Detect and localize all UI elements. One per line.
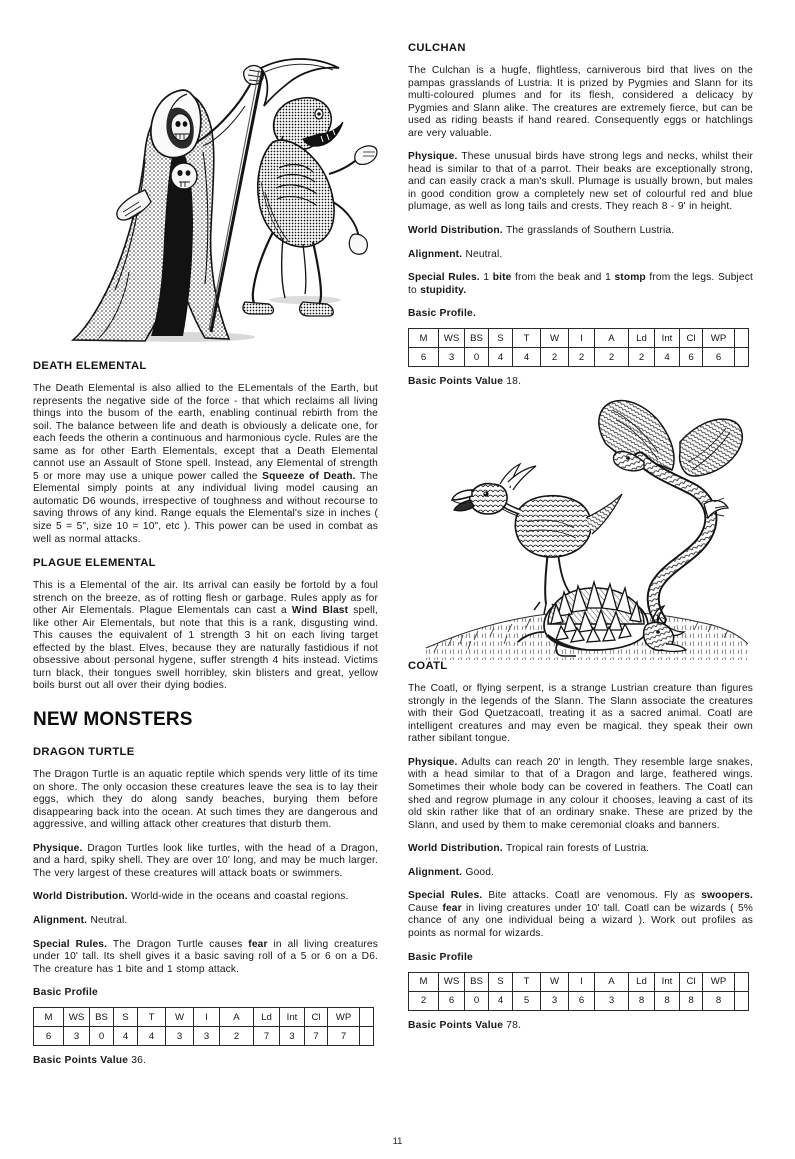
stat-cell: I [569, 972, 595, 991]
stat-cell: 7 [254, 1027, 280, 1046]
paragraph-coatl-world-distribution: World Distribution. Tropical rain forests of Lustria. [408, 843, 650, 855]
stat-cell-blank [735, 991, 749, 1010]
stat-cell: Ld [629, 972, 655, 991]
stat-cell: 6 [569, 991, 595, 1010]
stat-cell: M [409, 972, 439, 991]
stat-cell: A [220, 1008, 254, 1027]
stat-cell: WP [328, 1008, 360, 1027]
right-column [408, 42, 753, 1042]
stat-cell: 3 [64, 1027, 90, 1046]
stat-cell-blank [360, 1027, 374, 1046]
paragraph-culchan-intro: The Culchan is a hugfe, flightless, carniverous bird that lives on the pampas grasslands of Lustria. It is prized by Pygmies and Slann for its multi-coloured plumes and for its flesh, considered a delicacy by Pygmies and Slann alike. The creatures are extremely fierce, but can be used as riding beasts if hand reared. Consequently eggs or hatchlings are very valuable. [408, 65, 753, 139]
coatl-points-value [408, 1020, 753, 1031]
stat-cell: 6 [439, 991, 465, 1010]
culchan-coatl-dragonturtle-illustration [408, 398, 753, 660]
stat-cell: S [114, 1008, 138, 1027]
stat-cell: 8 [703, 991, 735, 1010]
stat-cell-blank [360, 1008, 374, 1027]
stat-cell: 0 [90, 1027, 114, 1046]
stat-cell: 7 [328, 1027, 360, 1046]
paragraph-culchan-world-distribution: World Distribution. The grasslands of Southern Lustria. [408, 225, 675, 237]
stat-cell: S [489, 972, 513, 991]
stat-cell: WS [64, 1008, 90, 1027]
stat-cell: 8 [655, 991, 680, 1010]
stat-cell-blank [735, 972, 749, 991]
stat-cell: 2 [629, 348, 655, 367]
heading-coatl: COATL [408, 660, 448, 673]
heading-plague-elemental: PLAGUE ELEMENTAL [33, 557, 156, 570]
stat-cell: M [34, 1008, 64, 1027]
stat-cell: Cl [680, 329, 703, 348]
stat-cell: 7 [305, 1027, 328, 1046]
stat-cell: WP [703, 972, 735, 991]
stat-cell: WS [439, 972, 465, 991]
label-coatl-basic-profile: Basic Profile [408, 951, 473, 963]
stat-cell: W [541, 972, 569, 991]
paragraph-coatl-alignment: Alignment. Good. [408, 866, 495, 878]
stat-cell: W [166, 1008, 194, 1027]
stat-cell: 5 [513, 991, 541, 1010]
stat-table-body [409, 329, 749, 367]
paragraph-death-elemental: The Death Elemental is also allied to the ELementals of the Earth, but represents the negative side of the force - that which reclaims all living things into the busom of the earth, enabling continual rebirth from the soil. The balance between life and death is obviously a delicate one, for each feeds the otherin a continuous and harmonious cycle. Rules are the same as for other Earth Elementals, except that a Death Elemental cannot use an Assault of Stone spell. Instead, any Elemental of strength 5 or more may use a unique power called the Squeeze of Death. The Elemental simply points at any individual living model causing an automatic D6 wounds, irrespective of toughness and without recourse to saving throws of any kind. Range equals the Elemental's size in inches ( size 5 = 5", size 10 = 10", etc ). This power can be used in combat as well as normal attacks. [33, 383, 379, 545]
stat-cell: M [409, 329, 439, 348]
paragraph-culchan-special-rules: Special Rules. 1 bite from the beak and 1 stomp from the legs. Subject to stupidity. [408, 272, 753, 296]
stat-cell-blank [735, 348, 749, 367]
stat-cell: 3 [595, 991, 629, 1010]
stat-cell: 2 [541, 348, 569, 367]
heading-culchan: CULCHAN [408, 42, 466, 54]
stat-cell: 4 [138, 1027, 166, 1046]
stat-cell: Int [280, 1008, 305, 1027]
stat-cell: 6 [703, 348, 735, 367]
heading-dragon-turtle: DRAGON TURTLE [33, 746, 135, 759]
paragraph-dragon-turtle-physique: Physique. Dragon Turtles look like turtles, with the head of a Dragon, and a hard, spiky shell. They are over 10' long, and may be much larger. The very largest of these creatures will attack boats or swimmers. [33, 842, 378, 879]
stat-cell: I [194, 1008, 220, 1027]
stat-cell: 6 [409, 348, 439, 367]
paragraph-coatl-physique: Physique. Adults can reach 20' in length. They resemble large snakes, with a head similar to that of a Dragon and large, feathered wings. Sometimes their whole body can be covered in feathers. The Coatl can shed and regrow plumage in any colour it chooses, leaving a cast of its old skin rather like that of an ordinary snake. These are prized by the Slann, and used by them to make ceremonial cloaks and banners. [408, 756, 753, 831]
stat-cell: W [541, 329, 569, 348]
stat-cell: 3 [541, 991, 569, 1010]
stat-cell: 2 [595, 348, 629, 367]
paragraph-coatl-intro: The Coatl, or flying serpent, is a strange Lustrian creature than figures strongly in the legends of the Slann. The Slann associate the creatures with their God Quetzacoatl, treating it as a sacred animal. Coatl are intelligent creatures and may even be magical. they speak their own rather sibilant tongue. [408, 683, 753, 745]
stat-cell: 8 [680, 991, 703, 1010]
stat-cell: Cl [680, 972, 703, 991]
stat-cell: A [595, 972, 629, 991]
paragraph-plague-elemental: This is a Elemental of the air. Its arrival can easily be fortold by a foul strench on the breeze, as of rotting flesh or garbage. Rules apply as for other Air Elementals. Plague Elementals can cast a Wind Blast spell, like other Air Elementals, but note that this is a rank, disgusting wind. This causes the equivalent of 1 strength 3 hit on each living target effected by the blast. Elves, because they are naturally fastidious if not obsessive about personal hygene, suffer strength 4 hits instead. Victims turn black, their tongues swell horribley, skin blisters and great, yellow boils burst out all over their dying bodies. [33, 580, 378, 692]
stat-cell: 4 [114, 1027, 138, 1046]
paragraph-culchan-alignment: Alignment. Neutral. [408, 248, 503, 260]
stat-cell: 4 [489, 991, 513, 1010]
points-number: 78. [506, 1019, 522, 1031]
stat-cell: BS [465, 972, 489, 991]
stat-cell: WS [439, 329, 465, 348]
stat-cell: WP [703, 329, 735, 348]
paragraph-dragon-turtle-special-rules: Special Rules. The Dragon Turtle causes fear in all living creatures under 10' tall. Its shell gives it a basic saving roll of a 5 or 6 on a D6. The creature has 1 bite and 1 stomp attack. [33, 938, 378, 975]
culchan-points-value [408, 376, 753, 387]
stat-cell: 4 [513, 348, 541, 367]
stat-table-coatl [408, 972, 749, 1011]
stat-cell: 2 [220, 1027, 254, 1046]
points-number: 36. [131, 1055, 147, 1067]
table-row-headers [409, 972, 749, 991]
stat-cell: 3 [439, 348, 465, 367]
stat-cell: Ld [629, 329, 655, 348]
paragraph-dragon-turtle-intro: The Dragon Turtle is an aquatic reptile which spends very little of its time on shore. The only occasion these creatures leave the sea is to lay their eggs, which they do along sandy beaches, burying them before disappearing back into the ocean. At such times they are dangerous and aggressive, and willing attack other creatures that disturb them. [33, 769, 378, 831]
stat-cell: Int [655, 972, 680, 991]
heading-death-elemental: DEATH ELEMENTAL [33, 360, 147, 372]
points-number: 18. [506, 376, 522, 388]
stat-cell: BS [465, 329, 489, 348]
stat-cell: 0 [465, 991, 489, 1010]
stat-cell: Ld [254, 1008, 280, 1027]
stat-cell: 3 [280, 1027, 305, 1046]
points-label: Basic Points Value [408, 1019, 504, 1031]
page-number: 11 [392, 1136, 403, 1147]
label-culchan-basic-profile: Basic Profile. [408, 308, 477, 320]
stat-cell: 3 [194, 1027, 220, 1046]
paragraph-dragon-turtle-alignment: Alignment. Neutral. [33, 914, 128, 926]
stat-cell: 6 [680, 348, 703, 367]
table-row-values [409, 991, 749, 1010]
stat-cell: 0 [465, 348, 489, 367]
stat-table-body [34, 1008, 374, 1046]
paragraph-coatl-special-rules: Special Rules. Bite attacks. Coatl are venomous. Fly as swoopers. Cause fear in living creatures under 10' tall. Coatl can be wizards ( 5% chance of any one individual being a wizard ). Work out profiles as points as normal for wizards. [408, 890, 753, 939]
paragraph-culchan-physique: Physique. These unusual birds have strong legs and necks, whilst their head is similar to that of a parrot. Their beaks are exceptionally strong, and can easily crack a man's skull. Plumage is usually brown, but males in good condition grow a completely new set of colourful red and blue plumage, as well as long tails and crests. They reach 8 - 9' in height. [408, 151, 753, 213]
stat-cell: BS [90, 1008, 114, 1027]
stat-cell: 4 [489, 348, 513, 367]
stat-cell: A [595, 329, 629, 348]
table-row-values [34, 1027, 374, 1046]
section-title-new-monsters: NEW MONSTERS [33, 709, 193, 731]
stat-table-body [409, 972, 749, 1010]
label-dragon-turtle-basic-profile: Basic Profile [33, 987, 98, 999]
stat-cell: 6 [34, 1027, 64, 1046]
left-column [33, 42, 378, 1077]
stat-table-dragon-turtle [33, 1007, 374, 1046]
table-row-headers [409, 329, 749, 348]
stat-cell: 2 [409, 991, 439, 1010]
stat-cell: T [513, 972, 541, 991]
stat-table-culchan [408, 328, 749, 367]
stat-cell: Int [655, 329, 680, 348]
paragraph-dragon-turtle-world-distribution: World Distribution. World-wide in the oceans and coastal regions. [33, 891, 349, 903]
stat-cell: Cl [305, 1008, 328, 1027]
stat-cell-blank [735, 329, 749, 348]
stat-cell: 2 [569, 348, 595, 367]
death-elemental-illustration [33, 42, 378, 360]
stat-cell: 4 [655, 348, 680, 367]
stat-cell: S [489, 329, 513, 348]
stat-cell: 8 [629, 991, 655, 1010]
points-label: Basic Points Value [408, 376, 504, 388]
stat-cell: 3 [166, 1027, 194, 1046]
table-row-values [409, 348, 749, 367]
table-row-headers [34, 1008, 374, 1027]
dragon-turtle-points-value [33, 1055, 378, 1066]
stat-cell: I [569, 329, 595, 348]
stat-cell: T [138, 1008, 166, 1027]
points-label: Basic Points Value [33, 1055, 129, 1067]
stat-cell: T [513, 329, 541, 348]
